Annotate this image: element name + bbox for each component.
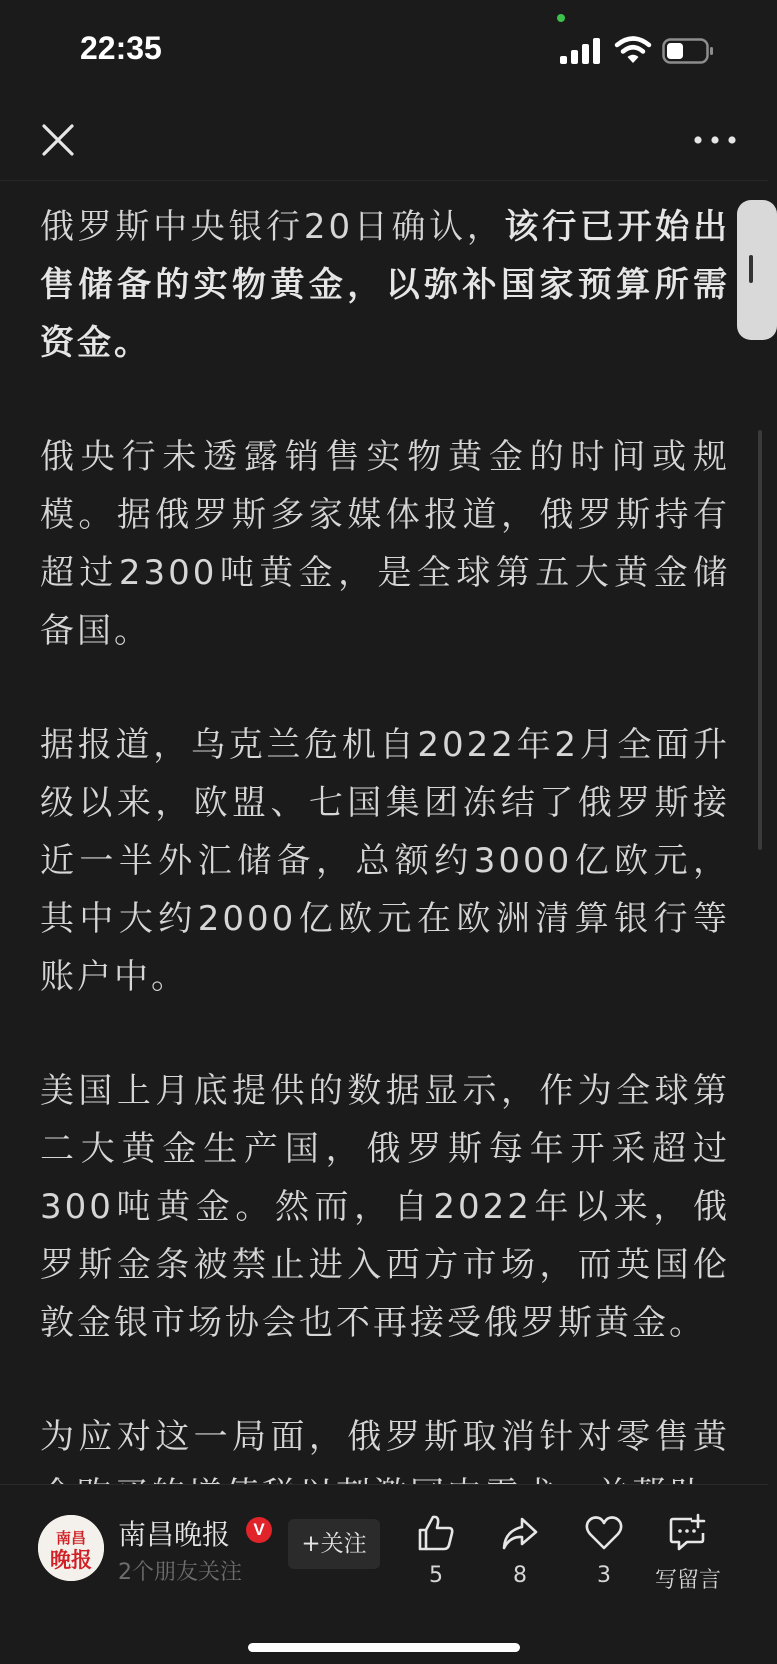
status-bar — [0, 0, 768, 100]
article-body — [40, 198, 730, 1483]
wifi-icon — [615, 36, 651, 64]
close-icon[interactable] — [34, 116, 82, 164]
like-button[interactable] — [396, 1511, 476, 1601]
article-paragraph: 据报道，乌克兰危机自2022年2月全面升级以来，欧盟、七国集团冻结了俄罗斯接近一半外汇储备，总额约3000亿欧元，其中大约2000亿欧元在欧洲清算银行等账户中。 — [40, 725, 730, 997]
thumbs-up-icon — [414, 1511, 458, 1555]
publisher-avatar[interactable] — [38, 1515, 104, 1581]
article-paragraph: 俄罗斯中央银行20日确认，该行已开始出售储备的实物黄金，以弥补国家预算所需资金。 — [40, 207, 730, 363]
svg-text:晚报: 晚报 — [50, 1547, 92, 1572]
friends-following-text: 2个朋友关注 — [118, 1560, 242, 1585]
share-button[interactable] — [480, 1511, 560, 1601]
share-icon — [498, 1511, 542, 1555]
more-options-icon[interactable] — [690, 120, 740, 160]
heart-icon — [582, 1511, 626, 1555]
publisher-logo-icon — [38, 1515, 104, 1581]
svg-text:南昌: 南昌 — [55, 1529, 87, 1547]
cellular-signal-icon — [560, 38, 602, 64]
verified-badge: V — [246, 1517, 272, 1543]
scrollbar-thumb[interactable] — [758, 430, 762, 850]
privacy-indicator-dot — [557, 14, 565, 22]
side-tab-handle — [749, 255, 753, 283]
comment-button[interactable] — [648, 1511, 728, 1601]
article-paragraph: 俄央行未透露销售实物黄金的时间或规模。据俄罗斯多家媒体报道，俄罗斯持有超过2300吨黄金，是全球第五大黄金储备国。 — [40, 437, 730, 651]
battery-icon — [662, 38, 714, 64]
home-indicator[interactable] — [248, 1643, 520, 1652]
comment-icon — [666, 1511, 710, 1555]
article-paragraph: 为应对这一局面，俄罗斯取消针对零售黄 — [40, 1417, 730, 1457]
favorite-count: 3 — [597, 1563, 611, 1588]
like-count: 5 — [429, 1563, 443, 1588]
floating-side-tab[interactable] — [737, 200, 777, 340]
favorite-button[interactable] — [564, 1511, 644, 1601]
share-count: 8 — [513, 1563, 527, 1588]
article-paragraph: 美国上月底提供的数据显示，作为全球第二大黄金生产国，俄罗斯每年开采超过300吨黄金。然而，自2022年以来，俄罗斯金条被禁止进入西方市场，而英国伦敦金银市场协会也不再接受俄罗斯黄金。 — [40, 1071, 730, 1343]
bottom-action-bar — [0, 1484, 768, 1664]
publisher-name[interactable]: 南昌晚报 — [118, 1518, 231, 1551]
top-nav-bar — [0, 100, 768, 181]
comment-label: 写留言 — [654, 1568, 721, 1593]
follow-button[interactable]: +关注 — [288, 1519, 380, 1569]
status-time: 22:35 — [80, 30, 162, 66]
